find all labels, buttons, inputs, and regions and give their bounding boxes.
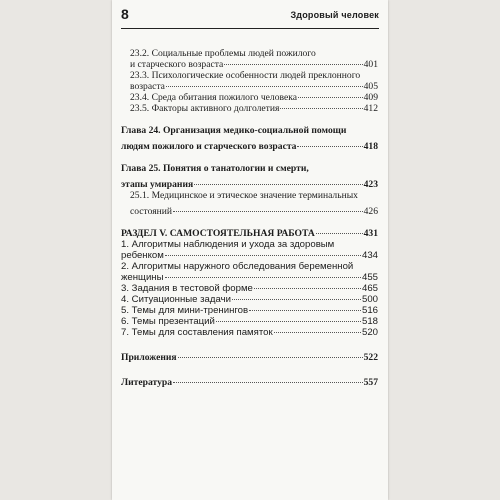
toc-entry-text: 23.4. Среда обитания пожилого человека xyxy=(130,92,298,103)
toc-entry-tasks xyxy=(121,294,378,305)
toc-entry-text: женщины xyxy=(121,272,164,283)
toc-page-number: 518 xyxy=(361,316,378,327)
page-header xyxy=(121,4,379,29)
toc-entry-text: возраста xyxy=(130,81,165,92)
toc-entry-text: состояний xyxy=(130,206,173,217)
toc-page-number: 405 xyxy=(363,81,378,92)
toc-entry-algorithms-child xyxy=(121,239,378,261)
toc-entry-text: РАЗДЕЛ V. САМОСТОЯТЕЛЬНАЯ РАБОТА xyxy=(121,228,315,239)
toc-entry-algorithms-pregnant xyxy=(121,261,378,283)
toc-entry-text: 25.1. Медицинское и этическое значение терминальных xyxy=(130,190,358,201)
toc-entry-memos xyxy=(121,327,378,338)
toc-entry-text: 3. Задания в тестовой форме xyxy=(121,283,253,294)
leader-dots xyxy=(166,86,363,87)
leader-dots xyxy=(316,233,363,234)
leader-dots xyxy=(280,108,362,109)
leader-dots xyxy=(249,310,361,311)
toc-entry-tests xyxy=(121,283,378,294)
toc-page-number: 409 xyxy=(363,92,378,103)
leader-dots xyxy=(232,299,361,300)
running-title: Здоровый человек xyxy=(290,10,379,20)
leader-dots xyxy=(224,64,362,65)
toc-entry-text: 2. Алгоритмы наружного обследования беременной xyxy=(121,261,354,272)
toc-entry-25-1 xyxy=(121,190,378,217)
table-of-contents xyxy=(121,48,378,388)
toc-entry-text: этапы умирания xyxy=(121,179,194,190)
leader-dots xyxy=(216,321,361,322)
toc-page-number: 516 xyxy=(361,305,378,316)
toc-entry-text: 23.5. Факторы активного долголетия xyxy=(130,103,280,114)
toc-entry-text: Глава 25. Понятия о танатологии и смерти, xyxy=(121,163,309,174)
toc-entry-text: 23.2. Социальные проблемы людей пожилого xyxy=(130,48,316,59)
toc-entry-text: 7. Темы для составления памяток xyxy=(121,327,273,338)
toc-entry-text: ребенком xyxy=(121,250,164,261)
leader-dots xyxy=(254,288,361,289)
toc-entry-23-4 xyxy=(121,92,378,103)
toc-entry-text: 6. Темы презентаций xyxy=(121,316,215,327)
toc-entry-23-3 xyxy=(121,70,378,92)
leader-dots xyxy=(165,255,361,256)
leader-dots xyxy=(274,332,361,333)
leader-dots xyxy=(194,184,362,185)
book-page xyxy=(112,0,388,500)
toc-entry-text: 5. Темы для мини-тренингов xyxy=(121,305,249,316)
toc-entry-text: Литература xyxy=(121,377,173,388)
toc-appendices xyxy=(121,352,378,363)
toc-page-number: 522 xyxy=(363,352,378,363)
toc-entry-text: людям пожилого и старческого возраста xyxy=(121,141,297,152)
page-number: 8 xyxy=(121,6,129,22)
toc-section-5 xyxy=(121,228,378,239)
toc-page-number: 434 xyxy=(361,250,378,261)
toc-page-number: 455 xyxy=(361,272,378,283)
leader-dots xyxy=(178,357,363,358)
toc-page-number: 426 xyxy=(363,206,378,217)
toc-entry-presentations xyxy=(121,316,378,327)
toc-entry-text: 1. Алгоритмы наблюдения и ухода за здоровым xyxy=(121,239,335,250)
leader-dots xyxy=(173,382,363,383)
toc-entry-text: Глава 24. Организация медико-социальной помощи xyxy=(121,125,347,136)
toc-entry-23-5 xyxy=(121,103,378,114)
leader-dots xyxy=(298,97,363,98)
leader-dots xyxy=(297,146,362,147)
toc-page-number: 500 xyxy=(361,294,378,305)
toc-chapter-24 xyxy=(121,125,378,152)
toc-entry-text: 4. Ситуационные задачи xyxy=(121,294,231,305)
toc-page-number: 423 xyxy=(363,179,378,190)
toc-entry-text: и старческого возраста xyxy=(130,59,224,70)
toc-entry-text: 23.3. Психологические особенности людей преклонного xyxy=(130,70,361,81)
toc-page-number: 431 xyxy=(363,228,378,239)
toc-entry-trainings xyxy=(121,305,378,316)
toc-page-number: 412 xyxy=(363,103,378,114)
toc-page-number: 557 xyxy=(363,377,378,388)
toc-entry-text: Приложения xyxy=(121,352,177,363)
toc-page-number: 418 xyxy=(363,141,378,152)
toc-literature xyxy=(121,377,378,388)
toc-page-number: 520 xyxy=(361,327,378,338)
toc-page-number: 401 xyxy=(363,59,378,70)
leader-dots xyxy=(173,211,363,212)
toc-chapter-25 xyxy=(121,163,378,190)
toc-page-number: 465 xyxy=(361,283,378,294)
toc-entry-23-2 xyxy=(121,48,378,70)
leader-dots xyxy=(165,277,361,278)
